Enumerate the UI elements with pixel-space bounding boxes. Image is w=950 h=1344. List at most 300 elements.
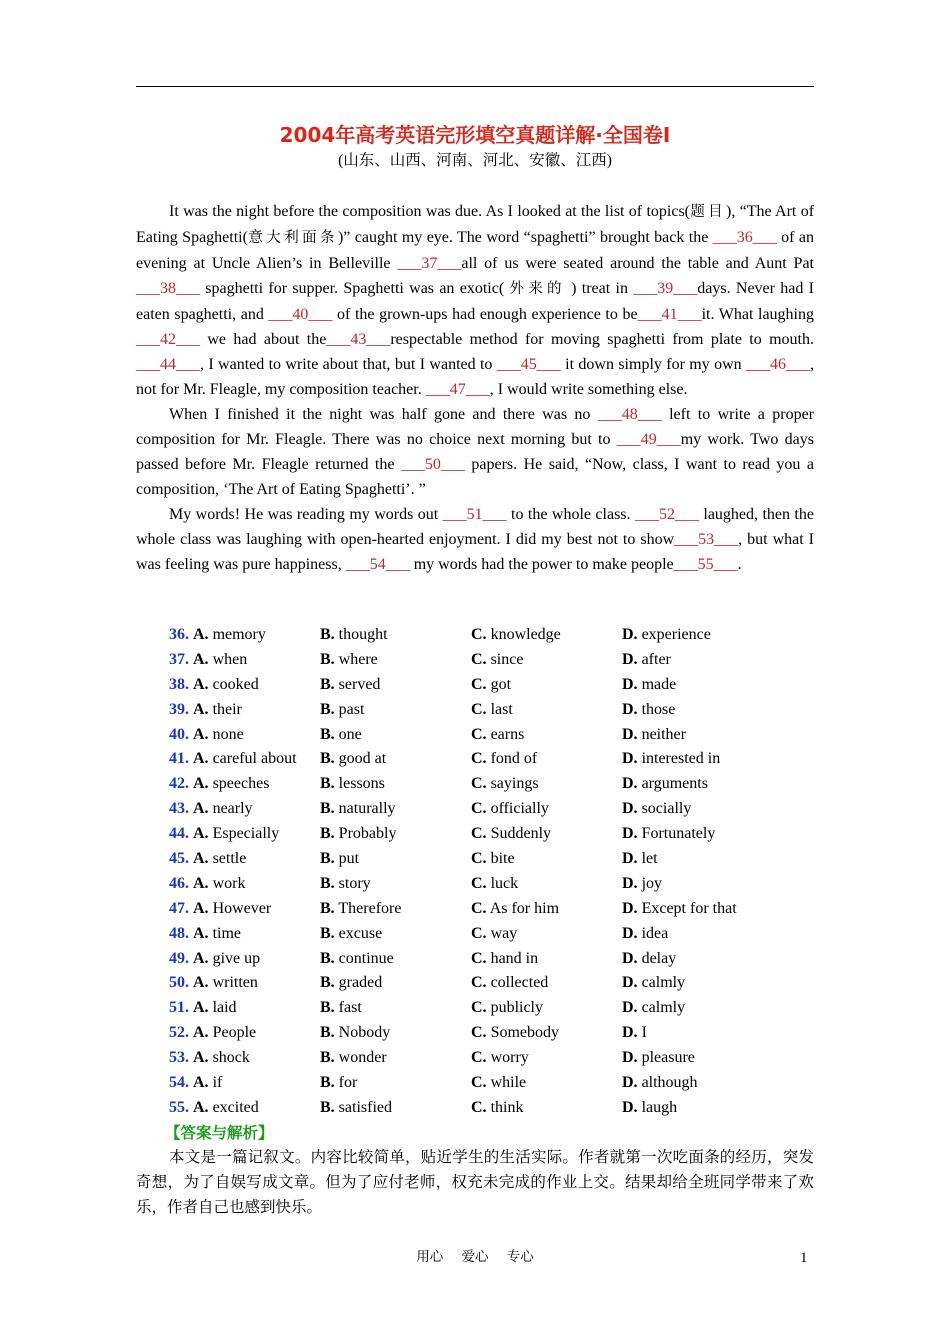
option-d — [622, 970, 685, 995]
option-d — [622, 871, 662, 896]
option-c — [471, 821, 551, 846]
option-text: written — [212, 974, 258, 992]
option-letter: D. — [622, 650, 638, 668]
question-options-list — [169, 622, 819, 1120]
option-d — [622, 1020, 647, 1045]
option-letter: A. — [193, 974, 209, 992]
option-b — [320, 647, 378, 672]
option-text: arguments — [641, 775, 708, 793]
option-letter: A. — [193, 750, 209, 768]
option-b — [320, 697, 364, 722]
option-text: naturally — [338, 800, 396, 818]
passage-paragraph-1 — [136, 199, 814, 402]
option-c — [471, 1045, 529, 1070]
option-letter: B. — [320, 850, 335, 868]
blank-number: ___49___ — [616, 431, 681, 448]
question-number: 43. — [169, 800, 189, 818]
passage-text: , not for Mr. Fleagle, my composition teacher. — [136, 356, 814, 398]
option-text: laid — [212, 999, 237, 1017]
question-number: 49. — [169, 949, 189, 967]
blank-number: ___52___ — [634, 506, 699, 523]
option-letter: A. — [193, 775, 209, 793]
option-text: hand in — [490, 949, 539, 967]
option-text: pleasure — [641, 1049, 695, 1067]
question-row — [169, 946, 819, 971]
option-d — [622, 896, 737, 921]
passage-text: ) treat in — [565, 280, 634, 297]
option-letter: B. — [320, 626, 335, 643]
question-number: 54. — [169, 1074, 189, 1092]
option-b — [320, 722, 362, 747]
passage-text: it. What laughing — [701, 306, 815, 323]
passage-paragraph-2 — [136, 402, 814, 502]
chinese-gloss: 题目 — [690, 204, 726, 220]
option-letter: C. — [471, 650, 487, 668]
option-text: if — [212, 1074, 223, 1092]
option-c — [471, 672, 511, 697]
option-text: although — [641, 1074, 698, 1092]
option-d — [622, 921, 668, 946]
option-d — [622, 722, 686, 747]
question-number: 36. — [169, 626, 189, 643]
blank-number: ___40___ — [268, 306, 333, 323]
option-c — [471, 1070, 526, 1095]
option-text: fast — [338, 999, 362, 1017]
option-text: one — [338, 725, 362, 743]
option-d — [622, 771, 708, 796]
option-d — [622, 1095, 677, 1120]
blank-number: ___47___ — [425, 381, 490, 398]
page-title: 2004年高考英语完形填空真题详解·全国卷Ⅰ — [279, 123, 671, 147]
option-b — [320, 946, 394, 971]
question-row — [169, 722, 819, 747]
option-a — [169, 771, 269, 796]
option-text: idea — [641, 924, 669, 942]
blank-number: ___37___ — [397, 255, 462, 272]
option-d — [622, 622, 711, 647]
option-text: satisfied — [338, 1098, 392, 1116]
option-letter: D. — [622, 825, 638, 843]
passage-text: of an evening at Uncle Alien’s in Belleville — [136, 229, 815, 272]
option-letter: A. — [193, 626, 209, 643]
option-letter: D. — [622, 1098, 638, 1116]
option-text: while — [490, 1074, 527, 1092]
question-row — [169, 871, 819, 896]
option-text: shock — [212, 1049, 250, 1067]
option-text: way — [490, 924, 518, 942]
option-text: good at — [338, 750, 387, 768]
option-letter: D. — [622, 974, 638, 992]
option-text: I — [641, 1024, 647, 1042]
option-b — [320, 970, 382, 995]
passage-text: all of us were seated around the table and Aunt Pat — [461, 255, 814, 272]
option-text: since — [490, 650, 524, 668]
option-text: experience — [641, 626, 711, 643]
passage-text: , I wanted to write about that, but I wanted to — [200, 356, 497, 373]
question-row — [169, 697, 819, 722]
passage-text: ), “The Art of Eating Spaghetti( — [136, 203, 815, 246]
option-letter: B. — [320, 650, 335, 668]
option-b — [320, 672, 380, 697]
passage-text: to the whole class. — [506, 506, 635, 523]
passage-text: days. Never had I eaten spaghetti, and — [136, 280, 815, 323]
question-row — [169, 995, 819, 1020]
question-row — [169, 1095, 819, 1120]
option-text: sayings — [490, 775, 539, 793]
option-letter: D. — [622, 626, 638, 643]
option-a — [169, 796, 253, 821]
option-letter: D. — [622, 800, 638, 818]
option-text: neither — [641, 725, 686, 743]
blank-number: ___43___ — [326, 331, 391, 348]
option-letter: C. — [471, 626, 487, 643]
option-letter: C. — [471, 850, 487, 868]
option-a — [169, 896, 271, 921]
option-text: wonder — [338, 1049, 387, 1067]
option-letter: B. — [320, 1049, 335, 1067]
option-text: fond of — [490, 750, 538, 768]
option-letter: B. — [320, 775, 335, 793]
question-number: 37. — [169, 650, 189, 668]
option-text: got — [490, 675, 512, 693]
option-text: Therefore — [338, 899, 402, 917]
option-letter: C. — [471, 1049, 487, 1067]
blank-number: ___38___ — [136, 280, 200, 297]
option-c — [471, 1095, 523, 1120]
option-text: However — [212, 899, 272, 917]
passage-text: It was the night before the composition was due. As I looked at the list of topics( — [169, 203, 691, 220]
option-c — [471, 647, 523, 672]
option-text: Fortunately — [641, 825, 716, 843]
page-subtitle: (山东、山西、河南、河北、安徽、江西) — [338, 152, 612, 169]
option-letter: A. — [193, 949, 209, 967]
option-a — [169, 970, 258, 995]
option-b — [320, 622, 388, 647]
option-b — [320, 846, 359, 871]
passage-text: )” caught my eye. The word “spaghetti” brought back the — [337, 229, 713, 246]
option-letter: B. — [320, 725, 335, 743]
option-text: made — [641, 675, 677, 693]
option-letter: B. — [320, 1074, 335, 1092]
option-text: story — [338, 874, 371, 892]
option-letter: C. — [471, 999, 487, 1017]
option-text: interested in — [641, 750, 721, 768]
option-letter: A. — [193, 1024, 209, 1042]
option-letter: C. — [471, 949, 487, 967]
option-letter: A. — [193, 874, 209, 892]
option-text: excuse — [338, 924, 383, 942]
option-c — [471, 746, 537, 771]
option-letter: A. — [193, 700, 209, 718]
option-text: socially — [641, 800, 692, 818]
option-letter: C. — [471, 825, 487, 843]
question-row — [169, 1020, 819, 1045]
question-number: 55. — [169, 1098, 189, 1116]
header-rule — [136, 86, 814, 87]
option-letter: A. — [193, 924, 209, 942]
option-d — [622, 672, 676, 697]
option-c — [471, 771, 539, 796]
question-row — [169, 746, 819, 771]
option-letter: C. — [471, 800, 487, 818]
passage-paragraph-3 — [136, 502, 814, 577]
chinese-gloss: 外来的 — [509, 281, 566, 297]
option-letter: C. — [471, 750, 487, 768]
option-d — [622, 697, 675, 722]
option-b — [320, 871, 371, 896]
option-text: earns — [490, 725, 525, 743]
option-c — [471, 970, 548, 995]
option-text: for — [338, 1074, 358, 1092]
question-number: 47. — [169, 899, 189, 917]
option-letter: C. — [471, 725, 487, 743]
option-d — [622, 1045, 695, 1070]
question-number: 40. — [169, 725, 189, 743]
option-a — [169, 647, 247, 672]
option-letter: A. — [193, 850, 209, 868]
blank-number: ___39___ — [633, 280, 698, 297]
option-c — [471, 871, 518, 896]
question-row — [169, 622, 819, 647]
option-c — [471, 1020, 559, 1045]
option-letter: D. — [622, 949, 638, 967]
option-b — [320, 771, 385, 796]
option-a — [169, 697, 242, 722]
option-text: laugh — [641, 1098, 678, 1116]
option-b — [320, 746, 386, 771]
option-letter: D. — [622, 1049, 638, 1067]
option-a — [169, 1045, 250, 1070]
option-letter: C. — [471, 924, 487, 942]
option-text: officially — [490, 800, 549, 818]
passage-text: spaghetti for supper. Spaghetti was an exotic( — [200, 280, 510, 297]
option-letter: D. — [622, 850, 638, 868]
option-text: Probably — [338, 825, 397, 843]
passage-text: . — [737, 556, 742, 573]
option-letter: D. — [622, 675, 638, 693]
option-text: past — [338, 700, 365, 718]
option-text: Especially — [212, 825, 280, 843]
blank-number: ___54___ — [345, 556, 410, 573]
option-a — [169, 821, 279, 846]
blank-number: ___46___ — [746, 356, 810, 373]
chinese-gloss: 意大利面条 — [247, 230, 338, 246]
option-text: after — [641, 650, 671, 668]
passage-text: we had about the — [200, 331, 327, 348]
blank-number: ___53___ — [674, 531, 739, 548]
option-letter: D. — [622, 1074, 638, 1092]
passage-text: respectable method for moving spaghetti from plate to mouth. — [390, 331, 814, 348]
option-text: those — [641, 700, 676, 718]
option-a — [169, 722, 244, 747]
option-letter: B. — [320, 1024, 335, 1042]
option-b — [320, 1095, 392, 1120]
option-c — [471, 622, 561, 647]
option-a — [169, 746, 297, 771]
question-number: 42. — [169, 775, 189, 793]
option-a — [169, 846, 246, 871]
blank-number: ___48___ — [597, 406, 662, 423]
option-text: let — [641, 850, 658, 868]
option-c — [471, 722, 524, 747]
option-letter: D. — [622, 1024, 638, 1042]
option-text: calmly — [641, 999, 686, 1017]
option-text: work — [212, 874, 246, 892]
blank-number: ___55___ — [673, 556, 738, 573]
option-text: Except for that — [641, 899, 737, 917]
option-c — [471, 796, 549, 821]
option-text: joy — [641, 874, 663, 892]
cloze-passage — [136, 199, 814, 577]
option-letter: A. — [193, 800, 209, 818]
option-a — [169, 672, 259, 697]
blank-number: ___41___ — [637, 306, 702, 323]
option-letter: C. — [471, 1074, 487, 1092]
option-letter: B. — [320, 700, 335, 718]
option-a — [169, 622, 266, 647]
answer-heading: 【答案与解析】 — [165, 1124, 274, 1142]
option-text: memory — [212, 626, 266, 643]
page-number: 1 — [800, 1250, 808, 1266]
option-b — [320, 921, 382, 946]
option-b — [320, 1020, 390, 1045]
option-text: worry — [490, 1049, 529, 1067]
passage-text: When I finished it the night was half gone and there was no — [169, 406, 598, 423]
passage-text: , I would write something else. — [489, 381, 688, 398]
question-row — [169, 921, 819, 946]
option-letter: A. — [193, 1049, 209, 1067]
blank-number: ___50___ — [400, 456, 465, 473]
blank-number: ___51___ — [442, 506, 507, 523]
option-text: collected — [490, 974, 549, 992]
option-text: where — [338, 650, 378, 668]
question-number: 50. — [169, 974, 189, 992]
option-text: continue — [338, 949, 394, 967]
option-text: delay — [641, 949, 677, 967]
passage-text: my words had the power to make people — [409, 556, 674, 573]
option-letter: B. — [320, 825, 335, 843]
option-text: think — [490, 1098, 524, 1116]
question-number: 46. — [169, 874, 189, 892]
option-b — [320, 896, 401, 921]
question-row — [169, 1070, 819, 1095]
option-text: careful about — [212, 750, 297, 768]
option-text: Somebody — [490, 1024, 560, 1042]
passage-text: my work. Two days passed before Mr. Fleagle returned the — [136, 431, 814, 473]
question-number: 44. — [169, 825, 189, 843]
option-letter: B. — [320, 974, 335, 992]
question-number: 48. — [169, 924, 189, 942]
option-d — [622, 746, 720, 771]
option-text: speeches — [212, 775, 270, 793]
option-letter: B. — [320, 874, 335, 892]
blank-number: ___36___ — [712, 229, 777, 246]
blank-number: ___45___ — [496, 356, 561, 373]
answer-analysis: 本文是一篇记叙文。内容比较简单，贴近学生的生活实际。作者就第一次吃面条的经历，突发奇想，为了自娱写成文章。但为了应付老师，权充未完成的作业上交。结果却给全班同学带来了欢乐，作者自己也感到快乐。 — [136, 1148, 814, 1216]
option-d — [622, 1070, 698, 1095]
option-c — [471, 995, 543, 1020]
option-text: Suddenly — [490, 825, 552, 843]
option-letter: D. — [622, 999, 638, 1017]
question-number: 39. — [169, 700, 189, 718]
option-c — [471, 946, 538, 971]
option-text: nearly — [212, 800, 253, 818]
option-text: give up — [212, 949, 261, 967]
question-row — [169, 771, 819, 796]
passage-text: of the grown-ups had enough experience to be — [332, 306, 638, 323]
option-letter: C. — [471, 775, 487, 793]
option-letter: D. — [622, 700, 638, 718]
blank-number: ___44___ — [136, 356, 200, 373]
option-a — [169, 1070, 222, 1095]
question-number: 52. — [169, 1024, 189, 1042]
option-text: settle — [212, 850, 247, 868]
option-letter: B. — [320, 1098, 335, 1116]
option-text: time — [212, 924, 241, 942]
option-a — [169, 921, 241, 946]
option-letter: A. — [193, 1098, 209, 1116]
question-row — [169, 647, 819, 672]
option-letter: C. — [471, 974, 487, 992]
option-text: luck — [490, 874, 519, 892]
option-letter: A. — [193, 725, 209, 743]
option-letter: D. — [622, 775, 638, 793]
option-letter: D. — [622, 899, 638, 917]
option-letter: C. — [471, 675, 487, 693]
option-text: excited — [212, 1098, 259, 1116]
option-text: put — [338, 850, 360, 868]
option-d — [622, 846, 658, 871]
option-c — [471, 846, 515, 871]
option-a — [169, 995, 237, 1020]
option-a — [169, 871, 245, 896]
passage-text: laughed, then the whole class was laughing with open-hearted enjoyment. I did my best not to show — [136, 506, 814, 548]
option-c — [471, 697, 513, 722]
option-text: As for him — [489, 899, 560, 917]
option-letter: C. — [471, 899, 487, 917]
option-a — [169, 946, 260, 971]
question-row — [169, 970, 819, 995]
option-letter: C. — [471, 1024, 487, 1042]
option-text: last — [490, 700, 513, 718]
option-text: when — [212, 650, 248, 668]
option-text: publicly — [490, 999, 543, 1017]
option-letter: A. — [193, 1074, 209, 1092]
option-d — [622, 796, 691, 821]
option-letter: A. — [193, 650, 209, 668]
question-number: 41. — [169, 750, 189, 768]
option-letter: A. — [193, 999, 209, 1017]
option-text: graded — [338, 974, 383, 992]
option-letter: C. — [471, 874, 487, 892]
question-row — [169, 821, 819, 846]
passage-text: papers. He said, “Now, class, I want to read you a composition, ‘The Art of Eating Spaghetti’. ” — [136, 456, 814, 498]
option-letter: D. — [622, 924, 638, 942]
option-b — [320, 995, 362, 1020]
option-text: their — [212, 700, 242, 718]
question-number: 53. — [169, 1049, 189, 1067]
option-b — [320, 1045, 387, 1070]
option-letter: D. — [622, 750, 638, 768]
option-text: thought — [338, 626, 388, 643]
option-text: served — [338, 675, 381, 693]
question-row — [169, 896, 819, 921]
option-letter: C. — [471, 700, 487, 718]
option-text: Nobody — [338, 1024, 391, 1042]
option-text: People — [212, 1024, 257, 1042]
option-letter: B. — [320, 949, 335, 967]
option-letter: B. — [320, 899, 335, 917]
